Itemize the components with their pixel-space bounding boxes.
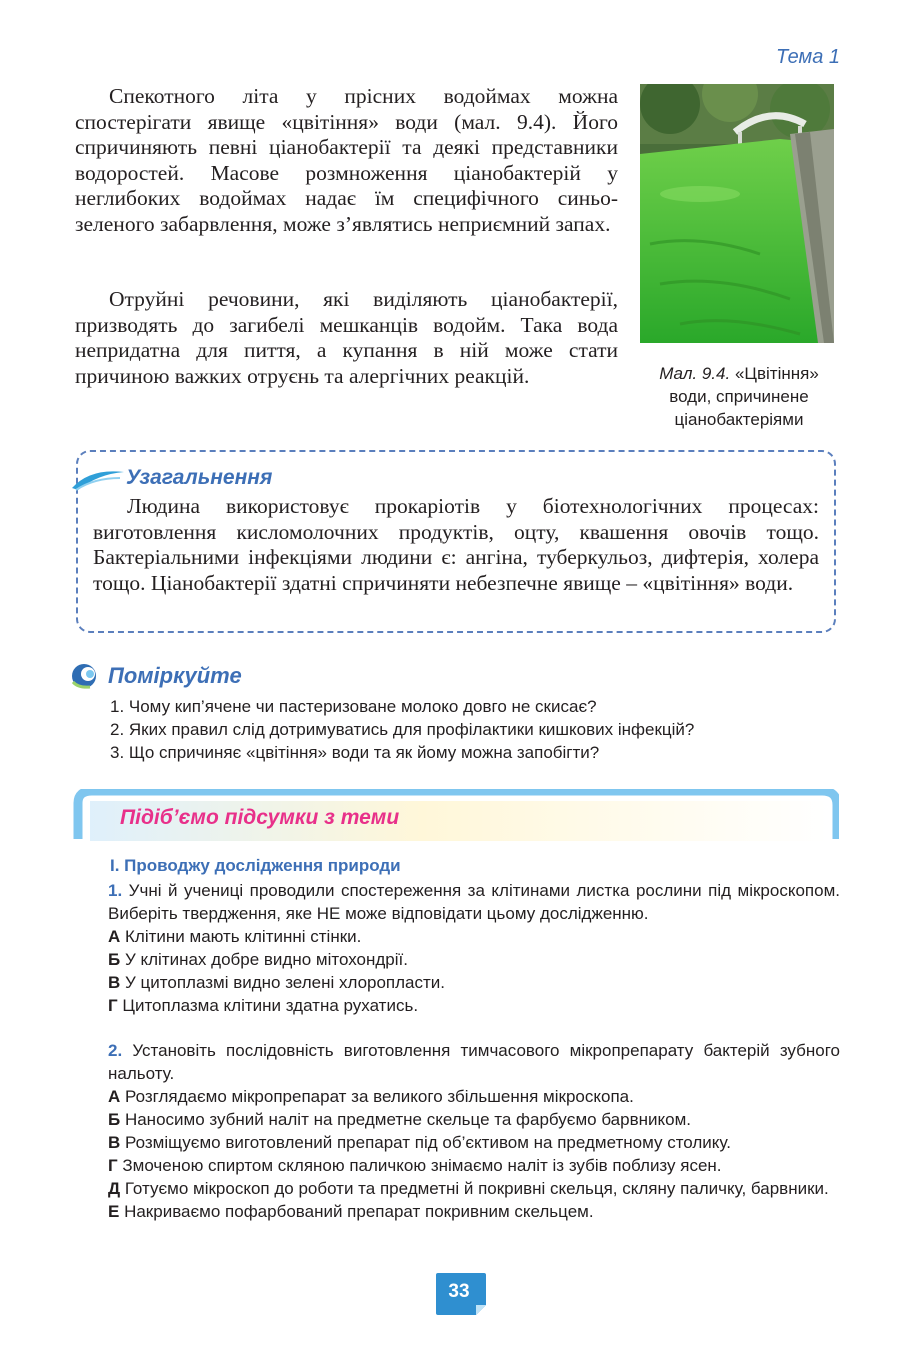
task-2-number: 2.	[108, 1041, 123, 1060]
task-2-option: А Розглядаємо мікропрепарат за великого збільшення мікроскопа.	[108, 1087, 634, 1106]
question-item: 3. Що спричиняє «цвітіння» води та як йому можна запобігти?	[110, 743, 600, 762]
figure-caption	[638, 362, 840, 431]
results-banner-title: Підіб’ємо підсумки з теми	[120, 806, 400, 829]
summary-text: Людина використовує прокаріотів у біотехнологічних процесах: виготовлення кисломолочних продуктів, оцту, квашення овочів тощо. Бактеріальними інфекціями людини є: ангіна, туберкульоз, дифтерія, холера тощо. Ціанобактерії здатні спричиняти небезпечне явище – «цвітіння» води.	[93, 494, 819, 595]
task-2-option: Е Накриваємо пофарбований препарат покривним скельцем.	[108, 1202, 594, 1221]
summary-title: Узагальнення	[126, 466, 273, 489]
think-icon	[70, 662, 100, 695]
section-heading: I. Проводжу дослідження природи	[110, 856, 401, 875]
task-1-option: Б У клітинах добре видно мітохондрії.	[108, 950, 408, 969]
intro-paragraph-1	[75, 84, 618, 237]
swoosh-icon	[70, 466, 126, 497]
water-bloom-photo	[640, 84, 834, 343]
question-item: 2. Яких правил слід дотримуватись для профілактики кишкових інфекцій?	[110, 720, 695, 739]
summary-paragraph	[93, 494, 819, 596]
task-1	[75, 879, 840, 1017]
task-2-option: Б Наносимо зубний наліт на предметне скельце та фарбуємо барвником.	[108, 1110, 691, 1129]
intro-paragraph-1-text: Спекотного літа у прісних водоймах можна спостерігати явище «цвітіння» води (мал. 9.4). Його спричиняють певні ціанобактерії та деякі представники водоростей. Масове розмноження ціанобактерій у неглибоких водоймах надає їм специфічного синьо-зеленого забарвлення, може з’являтись неприємний запах.	[75, 84, 618, 236]
task-2-option: Д Готуємо мікроскоп до роботи та предметні й покривні скельця, скляну паличку, барвники.	[108, 1179, 829, 1198]
intro-paragraph-2	[75, 287, 618, 389]
figure-label: Мал. 9.4.	[659, 364, 731, 383]
page-number: 33	[448, 1281, 470, 1302]
task-1-option: В У цитоплазмі видно зелені хлоропласти.	[108, 973, 446, 992]
task-1-number: 1.	[108, 881, 123, 900]
task-1-text: Учні й учениці проводили спостереження за клітинами листка рослини під мікроскопом. Виберіть твердження, яке НЕ може відповідати цьому дослідженню.	[108, 881, 840, 923]
question-item: 1. Чому кип’ячене чи пастеризоване молоко довго не скисає?	[110, 697, 597, 716]
task-1-option: А Клітини мають клітинні стінки.	[108, 927, 362, 946]
intro-paragraph-2-text: Отруйні речовини, які виділяють ціанобактерії, призводять до загибелі мешканців водойм. Така вода непридатна для пиття, а купання в ній може стати причиною важких отруєнь та алергічних реакцій.	[75, 287, 618, 388]
think-title: Поміркуйте	[108, 663, 242, 688]
task-2	[75, 1039, 840, 1223]
task-1-option: Г Цитоплазма клітини здатна рухатись.	[108, 996, 419, 1015]
task-2-option: Г Змоченою спиртом скляною паличкою знімаємо наліт із зубів поблизу ясен.	[108, 1156, 722, 1175]
topic-label: Тема 1	[776, 46, 840, 68]
figure-caption-text: «Цвітіння» води, спричинене ціанобактеріями	[669, 364, 819, 429]
task-2-option: В Розміщуємо виготовлений препарат під об’єктивом на предметному столику.	[108, 1133, 731, 1152]
think-questions	[110, 695, 694, 764]
task-2-text: Установіть послідовність виготовлення тимчасового мікропрепарату бактерій зубного нальоту.	[108, 1041, 840, 1083]
